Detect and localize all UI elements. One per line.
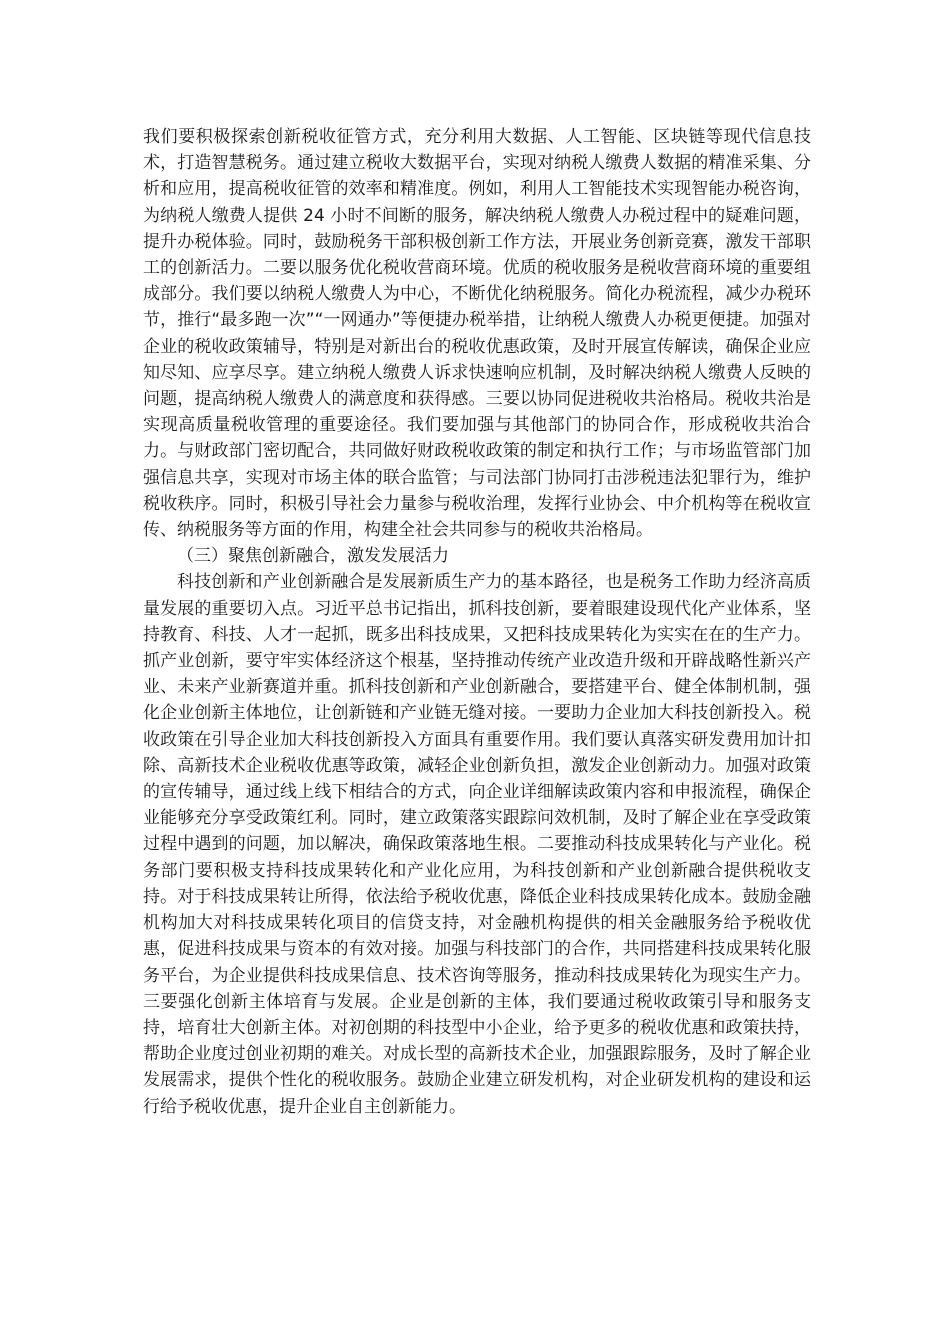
body-paragraph-1: 我们要积极探索创新税收征管方式，充分利用大数据、人工智能、区块链等现代信息技术，打造智慧税务。通过建立税收大数据平台，实现对纳税人缴费人数据的精准采集、分析和应用，提高税收征管的效率和精准度。例如，利用人工智能技术实现智能办税咨询，为纳税人缴费人提供 24 小时不间断的服务，解决纳税人缴费人办税过程中的疑难问题，提升办税体验。同时，鼓励税务干部积极创新工作方法，开展业务创新竞赛，激发干部职工的创新活力。二要以服务优化税收营商环境。优质的税收服务是税收营商环境的重要组成部分。我们要以纳税人缴费人为中心，不断优化纳税服务。简化办税流程，减少办税环节，推行“最多跑一次”“一网通办”等便捷办税举措，让纳税人缴费人办税更便捷。加强对企业的税收政策辅导，特别是对新出台的税收优惠政策，及时开展宣传解读，确保企业应知尽知、应享尽享。建立纳税人缴费人诉求快速响应机制，及时解决纳税人缴费人反映的问题，提高纳税人缴费人的满意度和获得感。三要以协同促进税收共治格局。税收共治是实现高质量税收管理的重要途径。我们要加强与其他部门的协同合作，形成税收共治合力。与财政部门密切配合，共同做好财政税收政策的制定和执行工作；与市场监管部门加强信息共享，实现对市场主体的联合监管；与司法部门协同打击涉税违法犯罪行为，维护税收秩序。同时，积极引导社会力量参与税收治理，发挥行业协会、中介机构等在税收宣传、纳税服务等方面的作用，构建全社会共同参与的税收共治格局。 bbox=[143, 127, 811, 541]
body-paragraph-2: 科技创新和产业创新融合是发展新质生产力的基本路径，也是税务工作助力经济高质量发展的重要切入点。习近平总书记指出，抓科技创新，要着眼建设现代化产业体系，坚持教育、科技、人才一起抓，既多出科技成果，又把科技成果转化为实实在在的生产力。抓产业创新，要守牢实体经济这个根基，坚持推动传统产业改造升级和开辟战略性新兴产业、未来产业新赛道并重。抓科技创新和产业创新融合，要搭建平台、健全体制机制，强化企业创新主体地位，让创新链和产业链无缝对接。一要助力企业加大科技创新投入。税收政策在引导企业加大科技创新投入方面具有重要作用。我们要认真落实研发费用加计扣除、高新技术企业税收优惠等政策，减轻企业创新负担，激发企业创新动力。加强对政策的宣传辅导，通过线上线下相结合的方式，向企业详细解读政策内容和申报流程，确保企业能够充分享受政策红利。同时，建立政策落实跟踪问效机制，及时了解企业在享受政策过程中遇到的问题，加以解决，确保政策落地生根。二要推动科技成果转化与产业化。税务部门要积极支持科技成果转化和产业化应用，为科技创新和产业创新融合提供税收支持。对于科技成果转让所得，依法给予税收优惠，降低企业科技成果转化成本。鼓励金融机构加大对科技成果转化项目的信贷支持，对金融机构提供的相关金融服务给予税收优惠，促进科技成果与资本的有效对接。加强与科技部门的合作，共同搭建科技成果转化服务平台，为企业提供科技成果信息、技术咨询等服务，推动科技成果转化为现实生产力。三要强化创新主体培育与发展。企业是创新的主体，我们要通过税收政策引导和服务支持，培育壮大创新主体。对初创期的科技型中小企业，给予更多的税收优惠和政策扶持，帮助企业度过创业初期的难关。对成长型的高新技术企业，加强跟踪服务，及时了解企业发展需求，提供个性化的税收服务。鼓励企业建立研发机构，对企业研发机构的建设和运行给予税收优惠，提升企业自主创新能力。 bbox=[143, 572, 811, 1117]
section-heading: （三）聚焦创新融合，激发发展活力 bbox=[177, 546, 449, 567]
document-page bbox=[143, 124, 811, 1120]
